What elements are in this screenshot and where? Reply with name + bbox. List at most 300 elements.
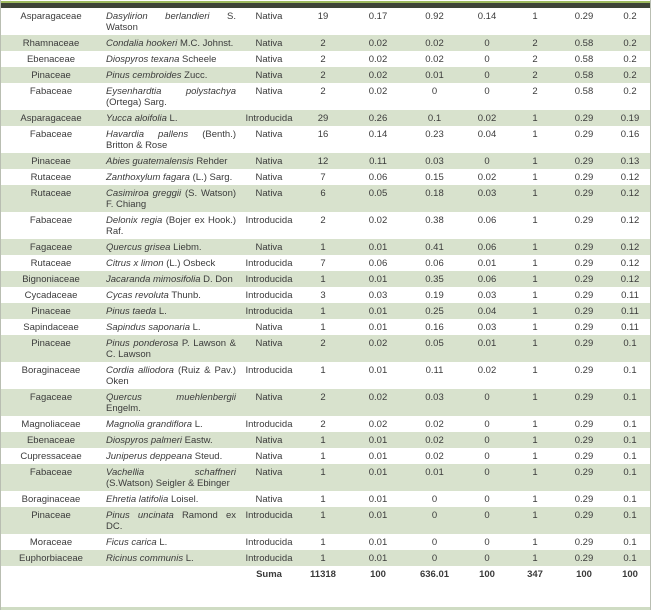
family-cell (1, 255, 101, 271)
table-row (1, 335, 650, 362)
value-cell: 1 (532, 450, 538, 462)
value-cell: 2 (320, 37, 326, 49)
summary-value-cell: 100 (349, 566, 407, 582)
table-row (1, 239, 650, 255)
value-cell: 0.58 (574, 85, 594, 97)
value-cell: 0.06 (477, 273, 497, 285)
family-name: Rhamnaceae (22, 37, 80, 49)
value-cell: 0 (484, 509, 490, 521)
family-cell (1, 550, 101, 566)
family-cell (1, 448, 101, 464)
value-cell: 0.02 (368, 214, 388, 226)
value-cell: 0.02 (368, 37, 388, 49)
value-cell: 0.29 (574, 364, 594, 376)
summary-value-cell: 347 (512, 566, 558, 582)
species-scientific-name: Ehretia latifolia (106, 493, 169, 505)
origin-cell: Nativa (255, 85, 283, 97)
value-cell: 0.01 (368, 305, 388, 317)
species-cell (101, 416, 241, 432)
species-cell (101, 287, 241, 303)
value-cell: 2 (532, 53, 538, 65)
origin-cell: Nativa (255, 10, 283, 22)
species-cell (101, 185, 241, 212)
origin-cell: Nativa (255, 434, 283, 446)
species-cell (101, 432, 241, 448)
value-cell: 0.12 (620, 257, 640, 269)
value-cell: 0.2 (623, 85, 637, 97)
species-cell (101, 153, 241, 169)
value-cell: 0.01 (368, 321, 388, 333)
species-cell (101, 212, 241, 239)
value-cell: 0.41 (425, 241, 444, 253)
origin-cell: Nativa (255, 450, 283, 462)
value-cell: 0.06 (368, 257, 388, 269)
value-cell: 0.58 (574, 53, 594, 65)
value-cell: 0.29 (574, 112, 594, 124)
value-cell: 0.01 (368, 552, 388, 564)
origin-cell: Nativa (255, 337, 283, 349)
table-row (1, 507, 650, 534)
table-row (1, 255, 650, 271)
species-scientific-name: Juniperus deppeana (106, 450, 193, 462)
species-cell (101, 110, 241, 126)
value-cell: 0.01 (477, 337, 497, 349)
table-row (1, 416, 650, 432)
origin-cell: Nativa (255, 128, 283, 140)
value-cell: 0 (484, 536, 490, 548)
origin-cell: Introducida (245, 509, 293, 521)
species-author: L. (169, 112, 178, 124)
family-name: Fagaceae (29, 391, 73, 403)
origin-cell: Introducida (245, 552, 293, 564)
species-cell (101, 169, 241, 185)
table-header-bar (1, 0, 650, 8)
value-cell: 0.1 (623, 450, 637, 462)
species-cell (101, 464, 241, 491)
value-cell: 0.29 (574, 321, 594, 333)
value-cell: 0.14 (477, 10, 497, 22)
origin-cell: Introducida (245, 418, 293, 430)
species-scientific-name: Cordia alliodora (106, 364, 174, 376)
value-cell: 0 (431, 85, 438, 97)
family-cell (1, 169, 101, 185)
family-name: Pinaceae (31, 155, 71, 167)
species-author: Rehder (196, 155, 228, 167)
value-cell: 0 (484, 466, 490, 478)
species-scientific-name: Condalia hookeri (106, 37, 178, 49)
species-cell (101, 271, 241, 287)
value-cell: 1 (532, 321, 538, 333)
species-author: (Ruiz & Pav.) Oken (106, 364, 236, 387)
value-cell: 0 (431, 493, 438, 505)
value-cell: 29 (317, 112, 329, 124)
species-author: L. (192, 321, 201, 333)
species-cell (101, 303, 241, 319)
species-author: Liebm. (173, 241, 202, 253)
table-row (1, 303, 650, 319)
value-cell: 0.12 (620, 241, 640, 253)
species-cell (101, 35, 241, 51)
family-cell (1, 212, 101, 239)
family-name: Pinaceae (31, 337, 71, 349)
value-cell: 0.02 (368, 418, 388, 430)
family-name: Fabaceae (29, 128, 73, 140)
value-cell: 0.02 (477, 364, 497, 376)
value-cell: 1 (320, 273, 326, 285)
origin-cell: Nativa (255, 241, 283, 253)
origin-cell: Introducida (245, 257, 293, 269)
species-cell (101, 550, 241, 566)
family-name: Fagaceae (29, 241, 73, 253)
species-cell (101, 507, 241, 534)
value-cell: 0.2 (623, 53, 637, 65)
species-scientific-name: Diospyros texana (106, 53, 180, 65)
family-name: Asparagaceae (20, 10, 82, 22)
table-row (1, 35, 650, 51)
species-cell (101, 126, 241, 153)
species-scientific-name: Pinus uncinata (106, 509, 174, 521)
species-cell (101, 8, 241, 35)
value-cell: 0.29 (574, 10, 594, 22)
family-cell (1, 83, 101, 110)
value-cell: 1 (320, 552, 326, 564)
value-cell: 0 (431, 536, 438, 548)
value-cell: 0.02 (425, 37, 444, 49)
value-cell: 0 (484, 391, 490, 403)
species-scientific-name: Delonix regia (106, 214, 163, 226)
value-cell: 1 (320, 509, 326, 521)
species-scientific-name: Yucca aloifolia (106, 112, 167, 124)
value-cell: 0 (484, 493, 490, 505)
value-cell: 1 (532, 241, 538, 253)
value-cell: 0.35 (425, 273, 444, 285)
family-cell (1, 491, 101, 507)
value-cell: 0.29 (574, 128, 594, 140)
family-name: Bignoniaceae (22, 273, 80, 285)
origin-cell: Nativa (255, 391, 283, 403)
family-cell (1, 287, 101, 303)
value-cell: 12 (317, 155, 329, 167)
value-cell: 2 (320, 337, 326, 349)
value-cell: 1 (532, 187, 538, 199)
species-author: Steud. (194, 450, 223, 462)
species-scientific-name: Zanthoxylum fagara (106, 171, 190, 183)
family-cell (1, 126, 101, 153)
value-cell: 0.14 (368, 128, 388, 140)
family-name: Fabaceae (29, 214, 73, 226)
value-cell: 0.12 (620, 171, 640, 183)
value-cell: 0.05 (425, 337, 444, 349)
family-cell (1, 51, 101, 67)
value-cell: 0.29 (574, 257, 594, 269)
species-author: (L.) Osbeck (166, 257, 216, 269)
value-cell: 0.19 (620, 112, 640, 124)
value-cell: 0.02 (368, 53, 388, 65)
value-cell: 0.01 (368, 241, 388, 253)
species-cell (101, 67, 241, 83)
value-cell: 0.1 (623, 536, 637, 548)
species-author: S. Watson (106, 10, 236, 33)
species-author: (Ortega) Sarg. (106, 96, 167, 108)
value-cell: 0 (431, 509, 438, 521)
value-cell: 0.1 (623, 434, 637, 446)
value-cell: 0.01 (368, 536, 388, 548)
species-scientific-name: Cycas revoluta (106, 289, 169, 301)
table-row (1, 550, 650, 566)
value-cell: 1 (532, 112, 538, 124)
value-cell: 0.29 (574, 418, 594, 430)
value-cell: 0.02 (425, 418, 444, 430)
value-cell: 1 (320, 434, 326, 446)
value-cell: 0 (484, 85, 490, 97)
value-cell: 1 (532, 466, 538, 478)
value-cell: 0.29 (574, 241, 594, 253)
value-cell: 1 (532, 536, 538, 548)
value-cell: 2 (532, 37, 538, 49)
value-cell: 1 (320, 466, 326, 478)
value-cell: 0.01 (425, 466, 444, 478)
origin-cell: Nativa (255, 69, 283, 81)
value-cell: 7 (320, 257, 326, 269)
value-cell: 0.06 (425, 257, 444, 269)
value-cell: 0.92 (425, 10, 444, 22)
value-cell: 0.02 (477, 171, 497, 183)
value-cell: 0.29 (574, 450, 594, 462)
family-name: Moraceae (29, 536, 73, 548)
value-cell: 1 (532, 337, 538, 349)
value-cell: 0.02 (425, 434, 444, 446)
value-cell: 0.2 (623, 10, 637, 22)
value-cell: 0.11 (369, 155, 387, 167)
family-name: Boraginaceae (21, 493, 81, 505)
family-name: Fabaceae (29, 85, 73, 97)
value-cell: 0.1 (623, 364, 637, 376)
value-cell: 0 (484, 69, 490, 81)
family-cell (1, 67, 101, 83)
value-cell: 1 (532, 10, 538, 22)
value-cell: 0.1 (623, 493, 637, 505)
summary-value-cell: 100 (610, 566, 650, 582)
table-row (1, 126, 650, 153)
value-cell: 0.03 (477, 187, 497, 199)
table-row (1, 287, 650, 303)
value-cell: 0.03 (477, 321, 497, 333)
value-cell: 0.03 (425, 391, 444, 403)
table-row (1, 491, 650, 507)
species-scientific-name: Pinus taeda (106, 305, 157, 317)
species-author: Ramond ex DC. (106, 509, 236, 532)
family-cell (1, 416, 101, 432)
value-cell: 2 (532, 69, 538, 81)
value-cell: 1 (320, 493, 326, 505)
value-cell: 0.1 (623, 337, 637, 349)
table-row (1, 185, 650, 212)
value-cell: 0.02 (368, 85, 388, 97)
origin-cell: Introducida (245, 112, 293, 124)
value-cell: 0 (484, 418, 490, 430)
value-cell: 0.01 (368, 509, 388, 521)
origin-cell: Introducida (245, 364, 293, 376)
family-name: Sapindaceae (23, 321, 79, 333)
species-cell (101, 362, 241, 389)
value-cell: 0.1 (623, 418, 637, 430)
table-row (1, 212, 650, 239)
species-author: L. (194, 418, 203, 430)
value-cell: 0.25 (425, 305, 444, 317)
value-cell: 0 (484, 552, 490, 564)
origin-cell: Nativa (255, 37, 283, 49)
value-cell: 0.02 (425, 450, 444, 462)
value-cell: 0.38 (425, 214, 444, 226)
species-scientific-name: Quercus grisea (106, 241, 171, 253)
value-cell: 0.01 (425, 69, 444, 81)
value-cell: 0.11 (621, 321, 639, 333)
value-cell: 0.29 (574, 493, 594, 505)
species-scientific-name: Citrus x limon (106, 257, 164, 269)
species-author: M.C. Johnst. (179, 37, 234, 49)
value-cell: 1 (532, 214, 538, 226)
value-cell: 0.02 (368, 69, 388, 81)
origin-cell: Introducida (245, 273, 293, 285)
species-scientific-name: Eysenhardtia polystachya (106, 85, 236, 97)
species-author: L. (185, 552, 194, 564)
value-cell: 1 (532, 155, 538, 167)
species-author: (Bojer ex Hook.) Raf. (106, 214, 237, 237)
value-cell: 0.12 (620, 273, 640, 285)
family-cell (1, 271, 101, 287)
value-cell: 0.03 (425, 155, 444, 167)
species-cell (101, 491, 241, 507)
value-cell: 0.58 (574, 69, 594, 81)
species-cell (101, 448, 241, 464)
family-cell (1, 507, 101, 534)
species-scientific-name: Vachellia schaffneri (106, 466, 236, 478)
value-cell: 0.12 (620, 214, 640, 226)
value-cell: 0.29 (574, 536, 594, 548)
value-cell: 0.29 (574, 509, 594, 521)
value-cell: 1 (532, 509, 538, 521)
value-cell: 0.29 (574, 552, 594, 564)
table-row (1, 362, 650, 389)
value-cell: 2 (320, 85, 326, 97)
family-name: Cupressaceae (20, 450, 82, 462)
value-cell: 0.11 (425, 364, 444, 376)
species-scientific-name: Jacaranda mimosifolia (106, 273, 201, 285)
summary-species-cell (101, 566, 241, 582)
value-cell: 1 (320, 321, 326, 333)
origin-cell: Introducida (245, 536, 293, 548)
value-cell: 1 (532, 418, 538, 430)
value-cell: 0.15 (425, 171, 444, 183)
value-cell: 0.2 (623, 69, 637, 81)
value-cell: 0 (484, 53, 490, 65)
value-cell: 1 (532, 552, 538, 564)
value-cell: 0.19 (425, 289, 444, 301)
family-name: Pinaceae (31, 69, 71, 81)
family-name: Fabaceae (29, 466, 73, 478)
species-cell (101, 83, 241, 110)
species-table (1, 8, 650, 582)
value-cell: 0.04 (477, 305, 497, 317)
value-cell: 0.29 (574, 289, 594, 301)
family-cell (1, 362, 101, 389)
value-cell: 0.23 (425, 128, 444, 140)
value-cell: 0.29 (574, 187, 594, 199)
value-cell: 0.1 (623, 466, 637, 478)
origin-cell: Nativa (255, 321, 283, 333)
table-row (1, 51, 650, 67)
value-cell: 0.04 (477, 128, 497, 140)
origin-cell: Introducida (245, 305, 293, 317)
value-cell: 0.1 (623, 509, 637, 521)
value-cell: 0.01 (368, 434, 388, 446)
family-name: Cycadaceae (24, 289, 78, 301)
origin-cell: Nativa (255, 171, 283, 183)
table-row (1, 432, 650, 448)
table-row (1, 319, 650, 335)
value-cell: 1 (532, 289, 538, 301)
species-scientific-name: Pinus cembroides (106, 69, 182, 81)
summary-row (1, 566, 650, 582)
origin-cell: Introducida (245, 289, 293, 301)
family-name: Magnoliaceae (21, 418, 81, 430)
summary-family-cell (1, 566, 101, 582)
species-author: Loisel. (170, 493, 199, 505)
family-name: Pinaceae (31, 305, 71, 317)
table-row (1, 464, 650, 491)
value-cell: 0.01 (368, 273, 388, 285)
value-cell: 0 (431, 552, 438, 564)
family-name: Euphorbiaceae (19, 552, 83, 564)
family-cell (1, 319, 101, 335)
species-cell (101, 534, 241, 550)
table-row (1, 389, 650, 416)
summary-value-cell: 100 (558, 566, 610, 582)
table-row (1, 448, 650, 464)
value-cell: 2 (320, 69, 326, 81)
value-cell: 0 (484, 434, 490, 446)
value-cell: 1 (532, 434, 538, 446)
value-cell: 2 (320, 53, 326, 65)
value-cell: 0.06 (477, 214, 497, 226)
species-scientific-name: Pinus ponderosa (106, 337, 179, 349)
table-row (1, 110, 650, 126)
species-cell (101, 51, 241, 67)
family-name: Rutaceae (30, 187, 72, 199)
value-cell: 0.01 (368, 364, 388, 376)
value-cell: 0.18 (425, 187, 444, 199)
table-row (1, 534, 650, 550)
value-cell: 0.29 (574, 155, 594, 167)
origin-cell: Introducida (245, 214, 293, 226)
species-author: D. Don (203, 273, 233, 285)
value-cell: 0 (484, 37, 490, 49)
value-cell: 0.01 (368, 450, 388, 462)
value-cell: 1 (320, 241, 326, 253)
value-cell: 1 (532, 305, 538, 317)
species-scientific-name: Havardia pallens (106, 128, 189, 140)
origin-cell: Nativa (255, 466, 283, 478)
species-scientific-name: Ricinus communis (106, 552, 184, 564)
table-row (1, 8, 650, 35)
species-author: (Benth.) Britton & Rose (106, 128, 237, 151)
species-cell (101, 319, 241, 335)
table-row (1, 169, 650, 185)
species-scientific-name: Ficus carica (106, 536, 157, 548)
species-scientific-name: Abies guatemalensis (106, 155, 194, 167)
family-name: Rutaceae (30, 257, 72, 269)
value-cell: 0.29 (574, 305, 594, 317)
